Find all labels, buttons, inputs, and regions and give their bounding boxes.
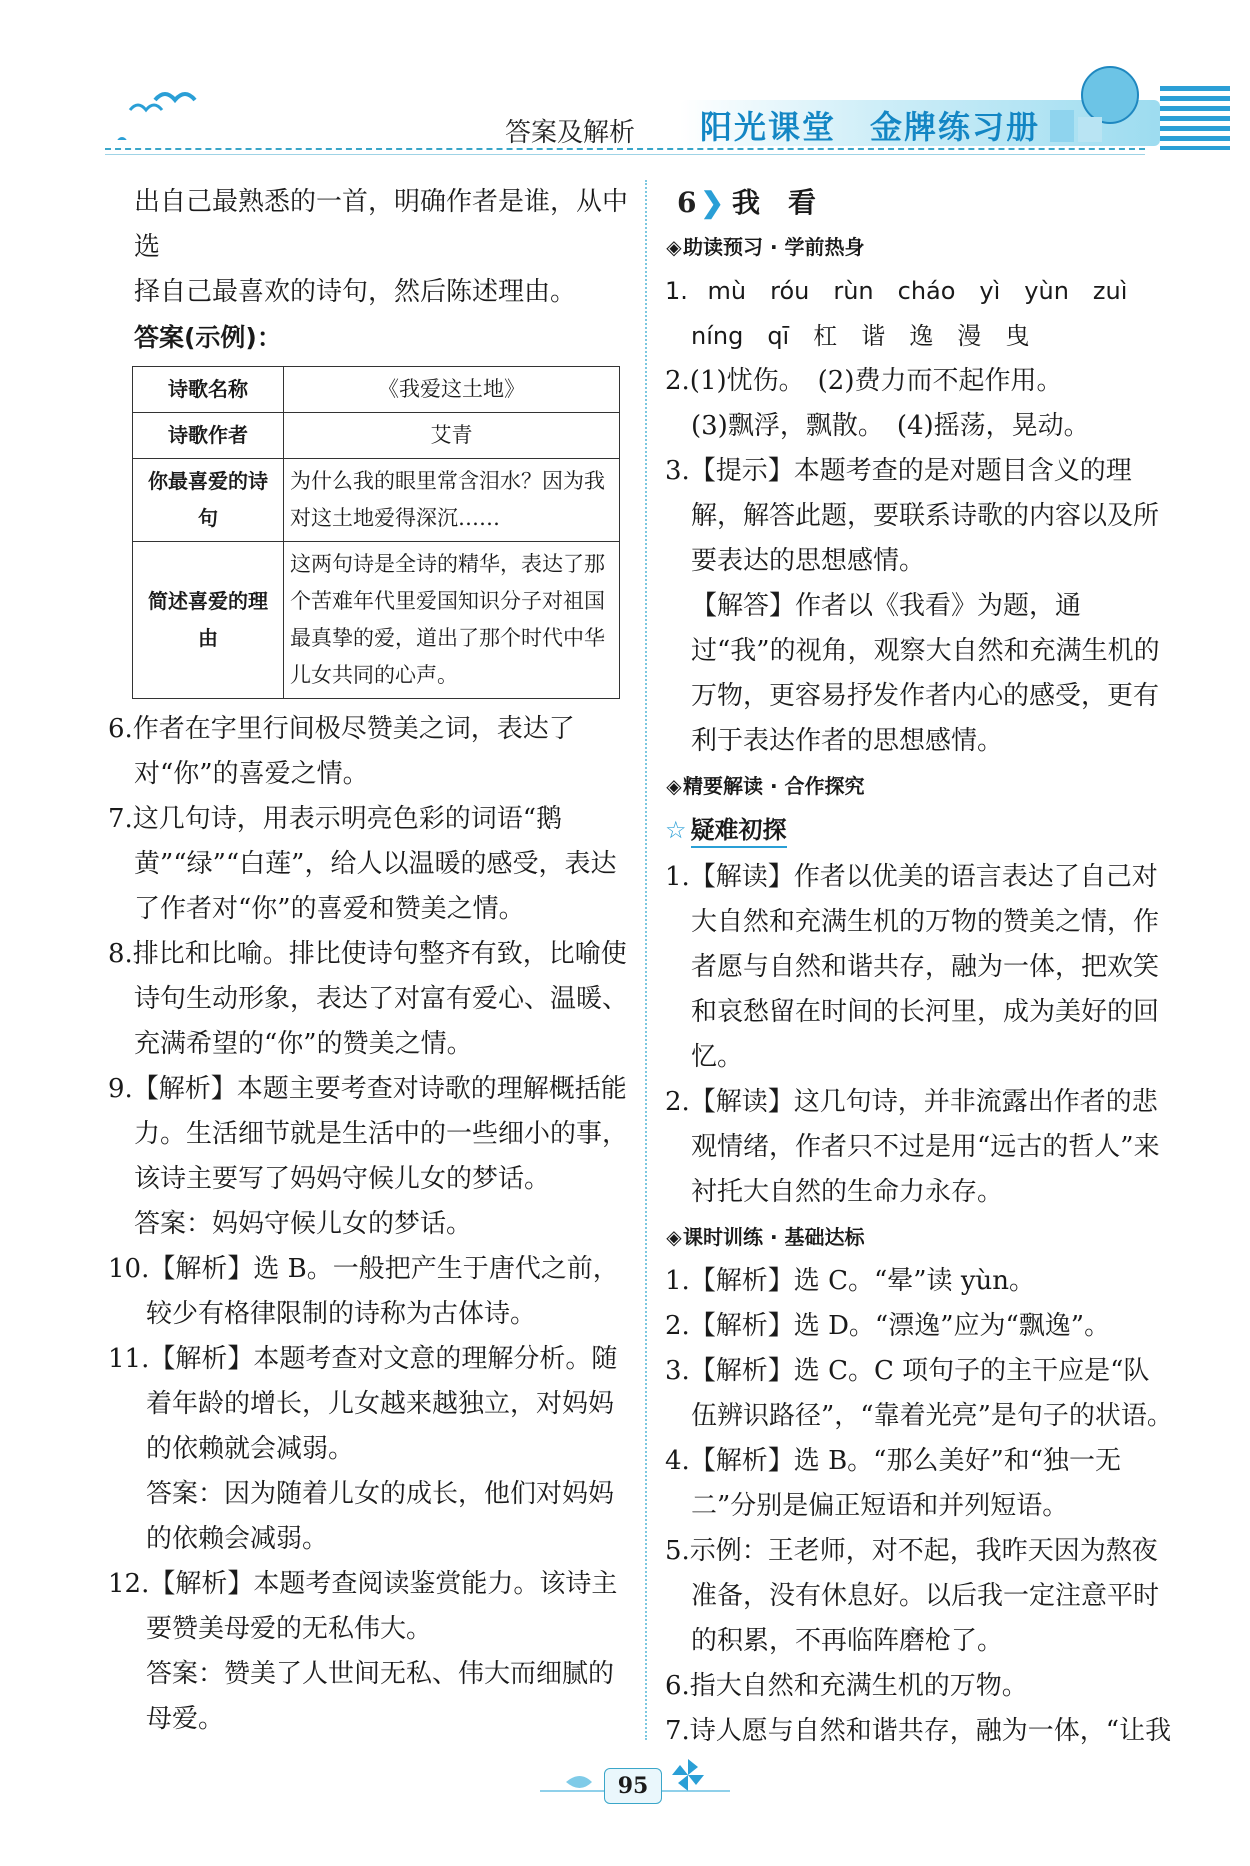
subsection-heading: ☆ 疑难初探 [665, 808, 1175, 853]
table-value: 艾青 [284, 413, 620, 459]
answer-item: 6.作者在字里行间极尽赞美之词，表达了对“你”的喜爱之情。 [108, 714, 575, 789]
answer-item: 4.【解析】选 B。“那么美好”和“独一无二”分别是偏正短语和并列短语。 [665, 1446, 1122, 1521]
answer-text: 【解答】作者以《我看》为题，通过“我”的视角，观察大自然和充满生机的万物，更容易抒发作者内心的感受，更有利于表达作者的思想感情。 [691, 591, 1160, 756]
answer-item: 7.这几句诗，用表示明亮色彩的词语“鹅黄”“绿”“白莲”，给人以温暖的感受，表达了作者对“你”的喜爱和赞美之情。 [108, 804, 617, 924]
answer-item: 8.排比和比喻。排比使诗句整齐有致，比喻使诗句生动形象，表达了对富有爱心、温暖、充满希望的“你”的赞美之情。 [108, 939, 629, 1059]
poem-table [132, 366, 620, 699]
fish-icon [560, 1762, 600, 1802]
answer-text: (3)飘浮，飘散。 (4)摇荡，晃动。 [691, 411, 1090, 441]
diamond-icon: ◈ [666, 774, 682, 798]
intro-line: 出自己最熟悉的一首，明确作者是谁，从中选 [134, 187, 629, 262]
answer-item: 11.【解析】本题考查对文意的理解分析。随着年龄的增长，儿女越来越独立，对妈妈的依赖就会减弱。 [108, 1344, 618, 1464]
intro-line: 择自己最喜欢的诗句，然后陈述理由。 [134, 277, 577, 307]
answer-item: 1.【解读】作者以优美的语言表达了自己对大自然和充满生机的万物的赞美之情，作者愿与自然和谐共存，融为一体，把欢笑和哀愁留在时间的长河里，成为美好的回忆。 [665, 862, 1160, 1072]
table-row [133, 542, 620, 699]
answer-text: 答案：因为随着儿女的成长，他们对妈妈的依赖会减弱。 [146, 1479, 615, 1554]
section-heading: ◈课时训练 · 基础达标 [665, 1219, 1175, 1255]
chevron-right-icon: ❯ [700, 186, 724, 219]
column-divider [645, 180, 647, 1740]
section-title: 答案及解析 [505, 118, 636, 148]
globe-icon [1020, 55, 1150, 150]
section-heading: ◈助读预习 · 学前热身 [665, 229, 1175, 265]
seagull-icon [100, 70, 220, 140]
answer-item: 2.(1)忧伤。 (2)费力而不起作用。 [665, 366, 1063, 396]
table-value: 为什么我的眼里常含泪水？因为我对这土地爱得深沉…… [284, 459, 620, 542]
table-row [133, 459, 620, 542]
table-key: 简述喜爱的理由 [133, 542, 284, 699]
page-number: 95 [604, 1768, 662, 1804]
answer-item: 3.【解析】选 C。C 项句子的主干应是“队伍辨识路径”，“靠着光亮”是句子的状语。 [665, 1356, 1173, 1431]
left-column [108, 180, 630, 1742]
pinwheel-icon [668, 1755, 708, 1795]
brand-title: 阳光课堂 金牌练习册 [700, 108, 1041, 146]
answer-item: 6.指大自然和充满生机的万物。 [665, 1671, 1028, 1701]
table-key: 你最喜爱的诗句 [133, 459, 284, 542]
answer-item: 1.【解析】选 C。“晕”读 yùn。 [665, 1266, 1035, 1296]
table-key: 诗歌作者 [133, 413, 284, 459]
diamond-icon: ◈ [666, 1225, 682, 1249]
right-column [665, 180, 1175, 1754]
answer-item: 1. mù róu rùn cháo yì yùn zuì [665, 277, 1128, 305]
answer-item: 7.诗人愿与自然和谐共存，融为一体，“让我 [665, 1716, 1172, 1746]
answer-item: 12.【解析】本题考查阅读鉴赏能力。该诗主要赞美母爱的无私伟大。 [108, 1569, 618, 1644]
answer-item: 10.【解析】选 B。一般把产生于唐代之前，较少有格律限制的诗称为古体诗。 [108, 1254, 619, 1329]
diamond-icon: ◈ [666, 235, 682, 259]
answer-item: 5.示例：王老师，对不起，我昨天因为熬夜准备，没有休息好。以后我一定注意平时的积累，不再临阵磨枪了。 [665, 1536, 1160, 1656]
answer-item: 3.【提示】本题考查的是对题目含义的理解，解答此题，要联系诗歌的内容以及所要表达的思想感情。 [665, 456, 1160, 576]
answer-item: 2.【解析】选 D。“漂逸”应为“飘逸”。 [665, 1311, 1111, 1341]
table-key: 诗歌名称 [133, 367, 284, 413]
answer-text: 答案：赞美了人世间无私、伟大而细腻的母爱。 [146, 1659, 615, 1734]
answer-label: 答案(示例)： [134, 323, 282, 352]
table-value: 这两句诗是全诗的精华，表达了那个苦难年代里爱国知识分子对祖国最真挚的爱，道出了那个时代中华儿女共同的心声。 [284, 542, 620, 699]
header-divider [105, 148, 1145, 150]
answer-item: 9.【解析】本题主要考查对诗歌的理解概括能力。生活细节就是生活中的一些细小的事，该诗主要写了妈妈守候儿女的梦话。 [108, 1074, 629, 1194]
lesson-number: 6 [677, 186, 697, 219]
header-stripes [1160, 86, 1230, 150]
lesson-heading [677, 180, 1175, 225]
table-row [133, 367, 620, 413]
answer-text: 答案：妈妈守候儿女的梦话。 [134, 1209, 473, 1239]
section-heading: ◈精要解读 · 合作探究 [665, 768, 1175, 804]
lesson-title: 我 看 [731, 186, 816, 219]
answer-item: 2.【解读】这几句诗，并非流露出作者的悲观情绪，作者只不过是用“远古的哲人”来衬托大自然的生命力永存。 [665, 1087, 1160, 1207]
page-header [0, 0, 1250, 170]
answer-text: níng qī 杠 谐 逸 漫 曳 [691, 322, 1030, 350]
table-row [133, 413, 620, 459]
table-value: 《我爱这土地》 [284, 367, 620, 413]
star-icon: ☆ [665, 816, 687, 844]
